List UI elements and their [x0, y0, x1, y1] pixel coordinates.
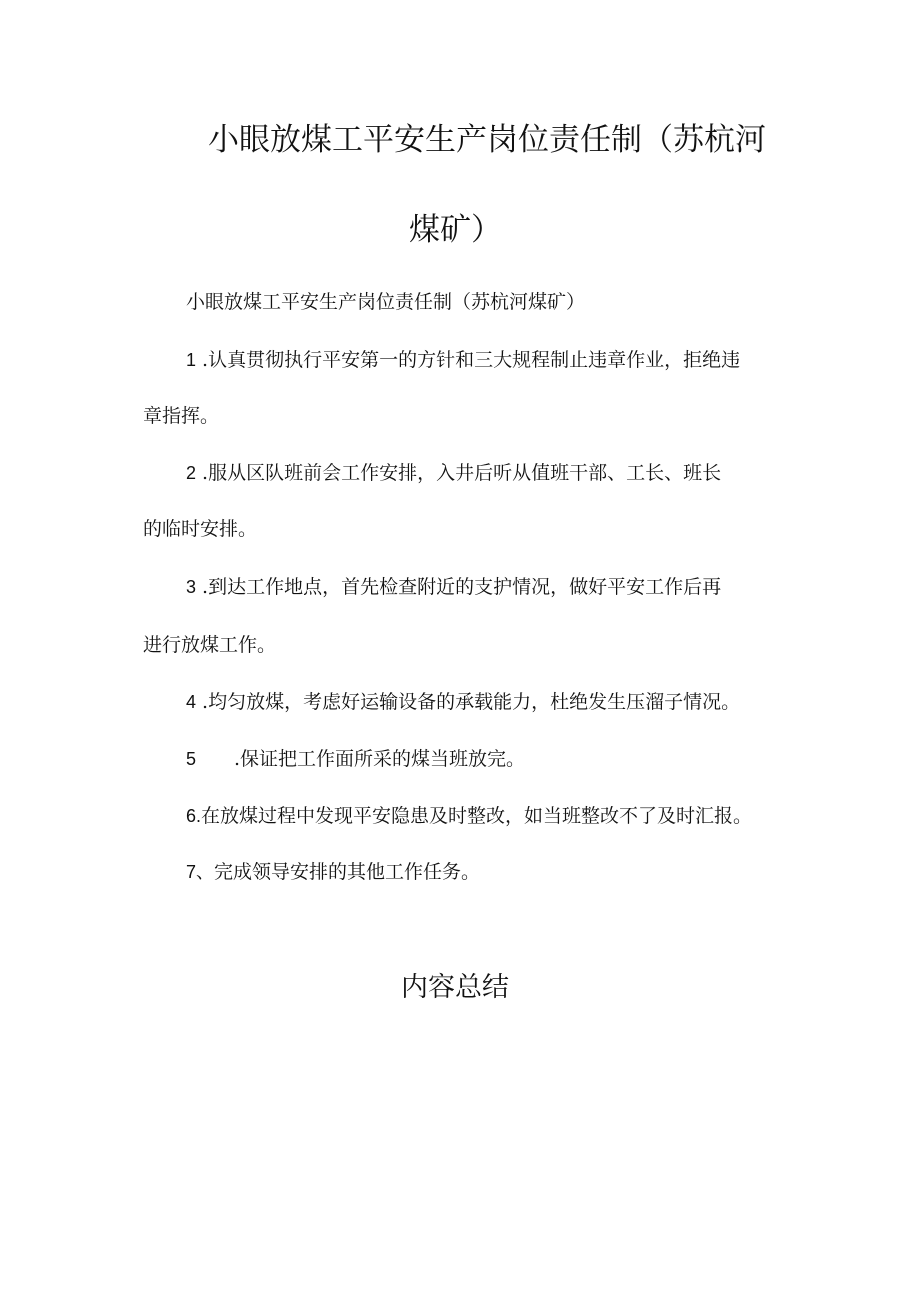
list-item-5	[186, 746, 525, 772]
document-title-line-2: 煤矿）	[409, 212, 502, 248]
list-item-7	[186, 859, 480, 885]
list-item-1	[186, 347, 740, 373]
list-item-3	[186, 574, 721, 600]
document-title-line-1: 小眼放煤工平安生产岗位责任制（苏杭河	[208, 122, 766, 158]
list-item-4-number: 4	[186, 692, 197, 712]
list-item-3-continuation: 进行放煤工作。	[143, 634, 277, 656]
list-item-1-continuation: 章指挥。	[143, 405, 220, 427]
list-item-7-text: 完成领导安排的其他工作任务。	[214, 861, 481, 883]
list-item-1-text: .认真贯彻执行平安第一的方针和三大规程制止违章作业，拒绝违	[196, 349, 741, 371]
list-item-6-number: 6.	[186, 806, 202, 826]
list-item-4	[186, 689, 740, 715]
list-item-5-text: .保证把工作面所采的煤当班放完。	[234, 748, 526, 770]
list-item-4-text: .均匀放煤，考虑好运输设备的承载能力，杜绝发生压溜子情况。	[196, 691, 741, 713]
summary-heading: 内容总结	[401, 972, 509, 1003]
list-item-3-text: .到达工作地点，首先检查附近的支护情况，做好平安工作后再	[196, 576, 722, 598]
list-item-3-number: 3	[186, 577, 197, 597]
list-item-2-continuation: 的临时安排。	[143, 518, 258, 540]
list-item-6	[186, 803, 752, 829]
list-item-6-text: 在放煤过程中发现平安隐患及时整改，如当班整改不了及时汇报。	[201, 805, 753, 827]
document-subtitle: 小眼放煤工平安生产岗位责任制（苏杭河煤矿）	[186, 291, 586, 313]
list-item-2-number: 2	[186, 463, 197, 483]
list-item-2	[186, 460, 721, 486]
list-item-2-text: .服从区队班前会工作安排，入井后听从值班干部、工长、班长	[196, 462, 722, 484]
list-item-7-number: 7、	[186, 862, 215, 882]
list-item-1-number: 1	[186, 350, 197, 370]
list-item-5-number: 5	[186, 749, 197, 769]
